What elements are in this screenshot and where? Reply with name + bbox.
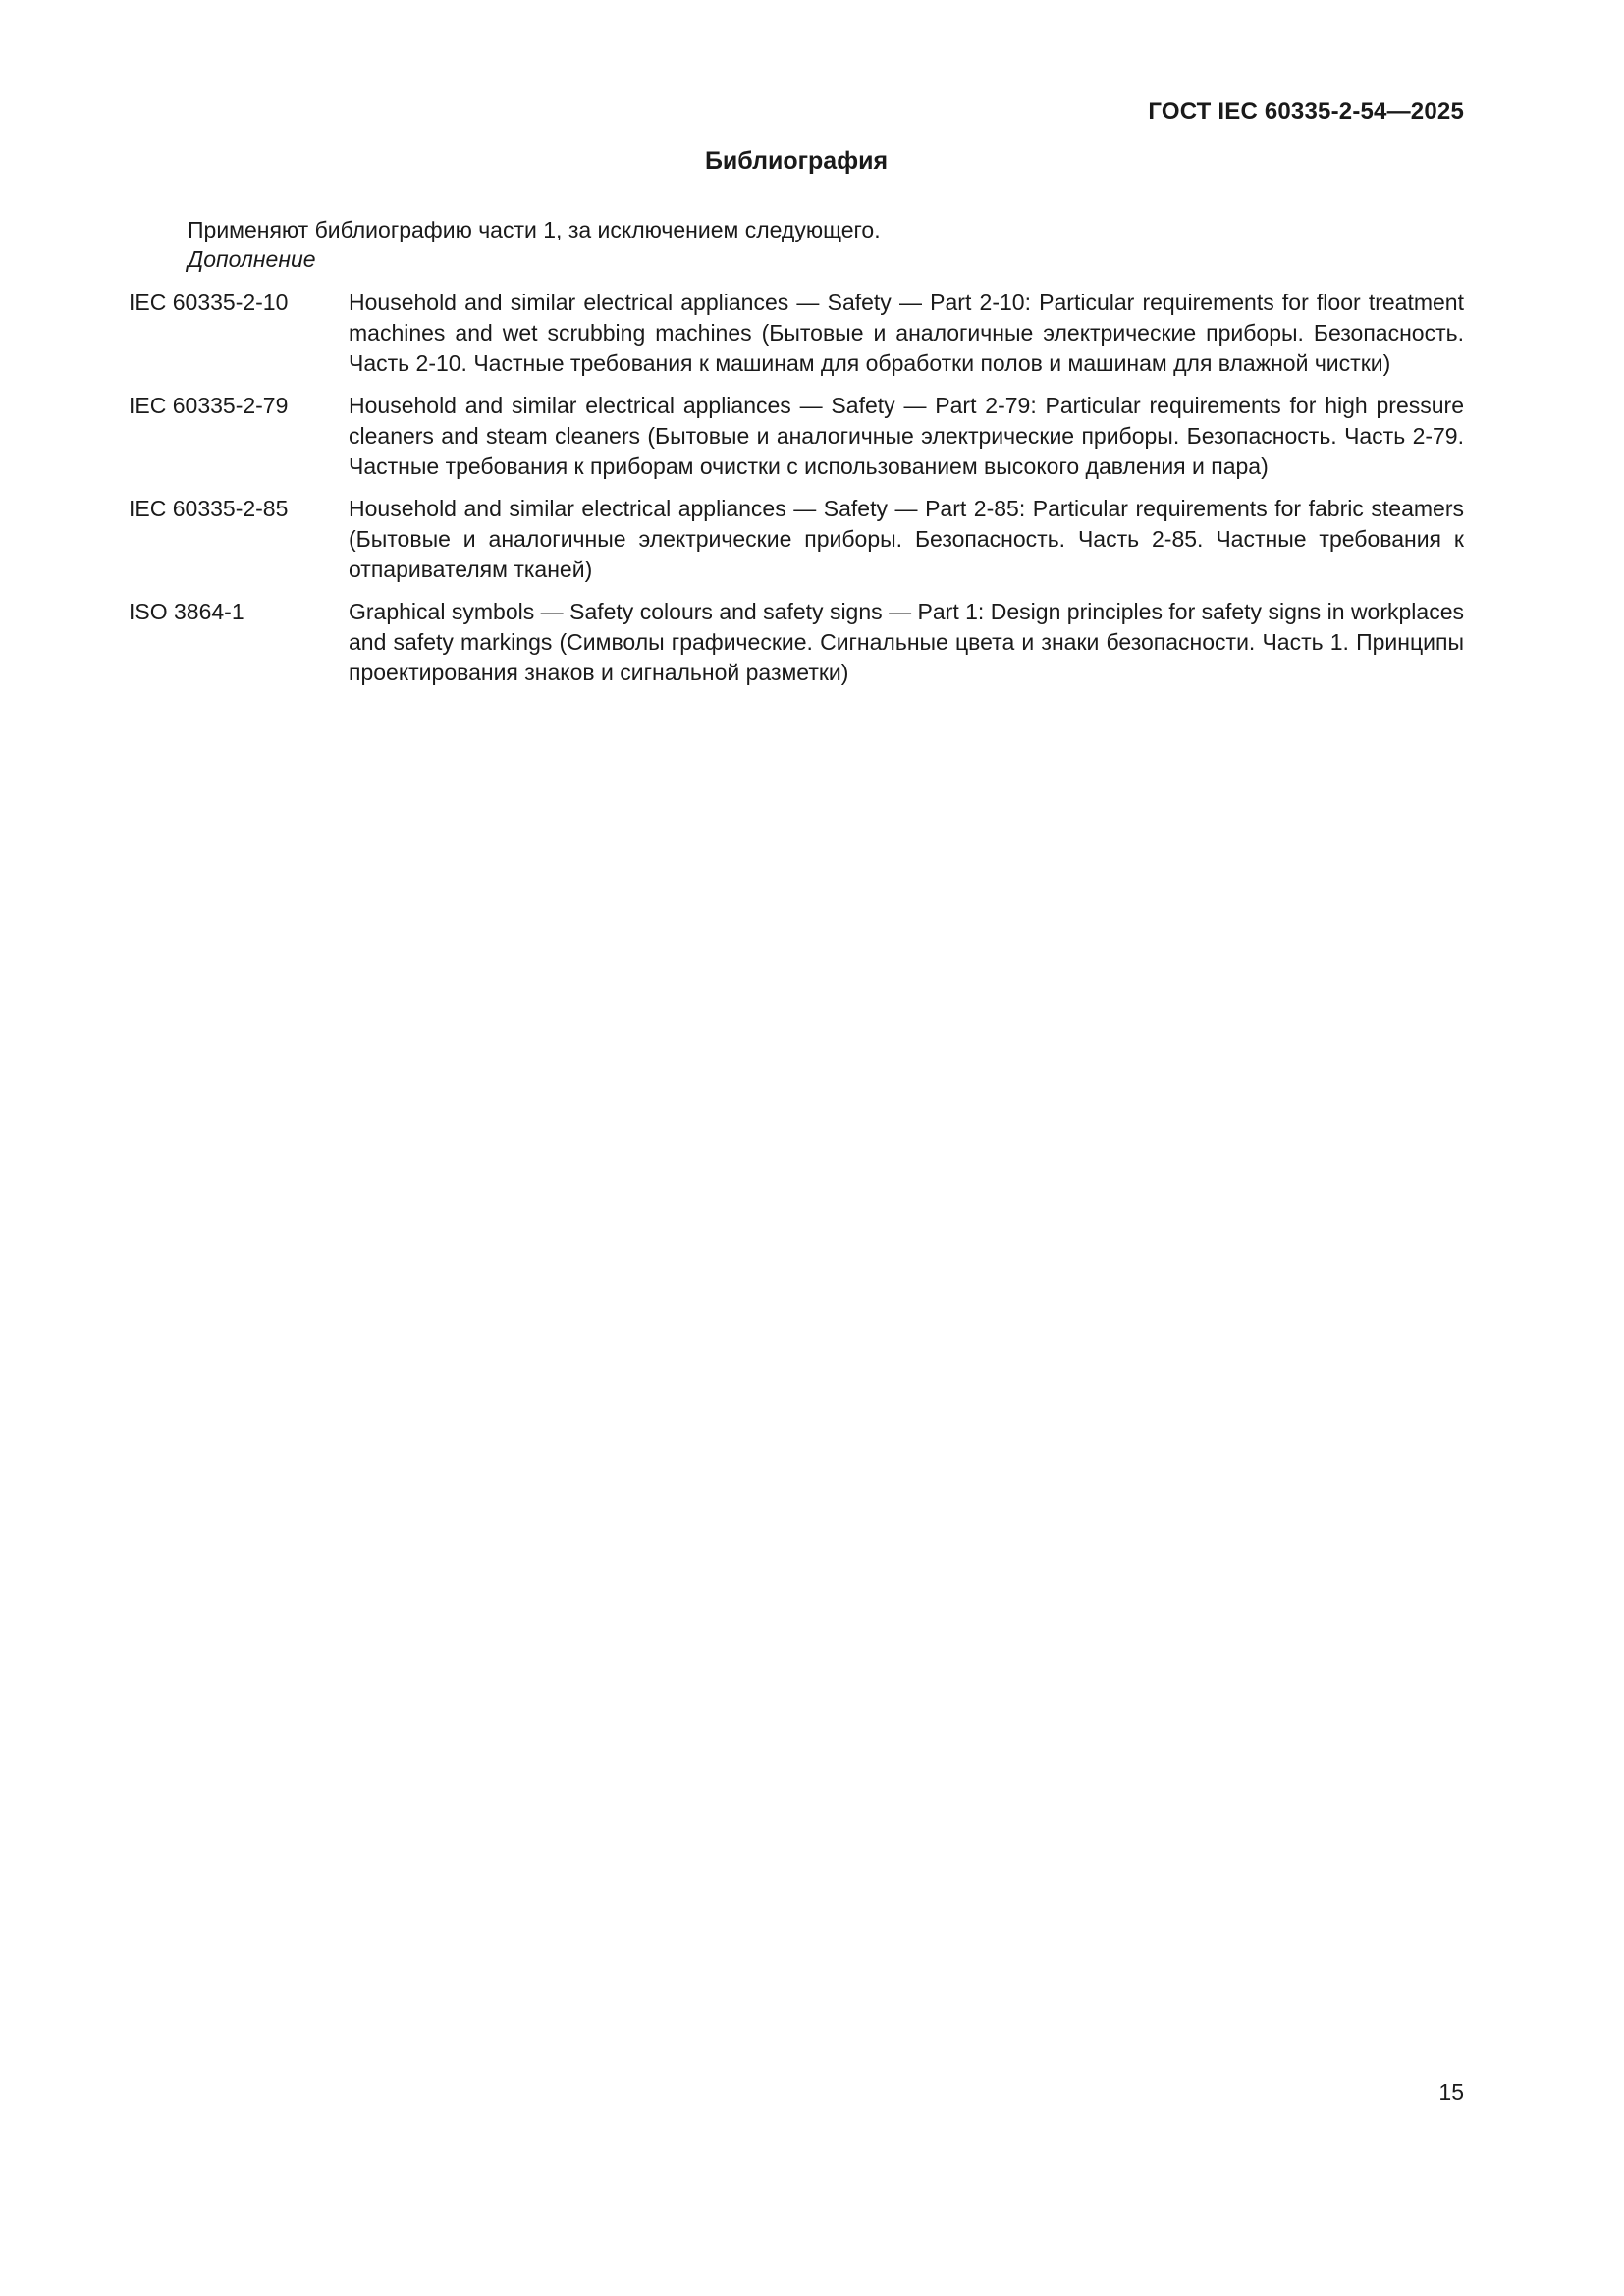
reference-text: Graphical symbols — Safety colours and safety signs — Part 1: Design principles for safety signs in workplaces and safety markings (Символы графические. Сигнальные цвета и знаки безопасности. Часть 1. Принципы проектирования знаков и сигнальной разметки) [349,599,1464,685]
page-number: 15 [1438,2079,1464,2105]
page-content [129,147,1464,700]
intro-paragraph: Применяют библиографию части 1, за исключением следующего. [188,217,881,242]
reference-label: IEC 60335-2-85 [129,496,289,521]
page-title: Библиография [704,147,889,175]
reference-list [129,288,1464,688]
reference-item [129,494,1464,585]
reference-label: ISO 3864-1 [129,599,244,624]
reference-item [129,597,1464,688]
reference-text: Household and similar electrical appliances — Safety — Part 2-85: Particular requirements for fabric steamers (Бытовые и аналогичные электрические приборы. Безопасность. Часть 2-85. Частные требования к отпаривателям тканей) [349,496,1464,582]
reference-item [129,288,1464,379]
reference-text: Household and similar electrical appliances — Safety — Part 2-79: Particular requirements for high pressure cleaners and steam cleaners (Бытовые и аналогичные электрические приборы. Безопасность. Часть 2-79. Частные требования к приборам очистки с использованием высокого давления и пара) [349,393,1464,479]
reference-label: IEC 60335-2-10 [129,290,289,315]
supplement-label: Дополнение [188,246,316,272]
doc-code: ГОСТ IEC 60335-2-54—2025 [1148,98,1464,125]
reference-item [129,391,1464,482]
reference-text: Household and similar electrical appliances — Safety — Part 2-10: Particular requirements for floor treatment machines and wet scrubbing machines (Бытовые и аналогичные электрические приборы. Безопасность. Часть 2-10. Частные требования к машинам для обработки полов и машинам для влажной чистки) [349,290,1464,376]
reference-label: IEC 60335-2-79 [129,393,289,418]
